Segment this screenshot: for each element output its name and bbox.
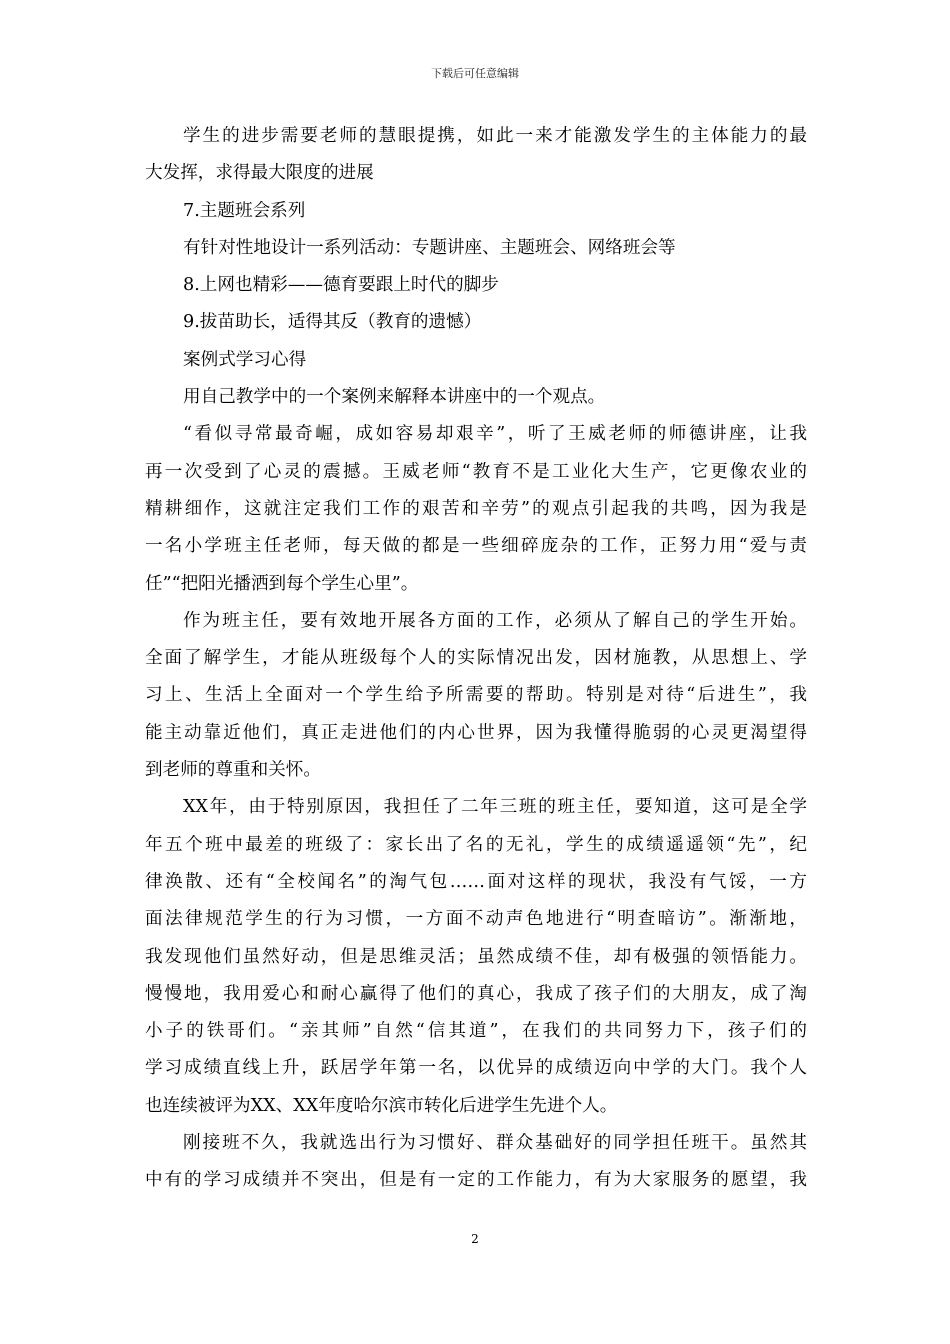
text-line: 刚接班不久，我就选出行为习惯好、群众基础好的同学担任班干。虽然其 [183,1133,807,1154]
text-line: 再一次受到了心灵的震撼。王威老师“教育不是工业化大生产，它更像农业的 [145,461,807,482]
text-line: 中有的学习成绩并不突出，但是有一定的工作能力，有为大家服务的愿望，我 [145,1170,807,1191]
text-line: 面法律规范学生的行为习惯，一方面不动声色地进行“明查暗访”。渐渐地， [145,909,807,930]
text-line: 也连续被评为XX、XX年度哈尔滨市转化后进学生先进个人。 [145,1095,618,1116]
text-line: 一名小学班主任老师，每天做的都是一些细碎庞杂的工作，正努力用“爱与责 [145,536,807,557]
text-line: 习上、生活上全面对一个学生给予所需要的帮助。特别是对待“后进生”，我 [145,685,807,706]
text-line: 慢慢地，我用爱心和耐心赢得了他们的真心，我成了孩子们的大朋友，成了淘 [145,983,807,1004]
text-line: 学生的进步需要老师的慧眼提携，如此一来才能激发学生的主体能力的最 [183,126,807,146]
text-line: 我发现他们虽然好动，但是思维灵活；虽然成绩不佳，却有极强的领悟能力。 [145,946,807,967]
page-header: 下载后可任意编辑 [431,67,519,80]
text-line: 律涣散、还有“全校闻名”的淘气包……面对这样的现状，我没有气馁，一方 [145,871,807,892]
text-line: 能主动靠近他们，真正走进他们的内心世界，因为我懂得脆弱的心灵更渴望得 [145,722,807,743]
text-line: 9.拔苗助长，适得其反（教育的遗憾） [183,312,482,333]
text-line: 到老师的尊重和关怀。 [145,760,321,781]
text-line: 年五个班中最差的班级了：家长出了名的无礼，学生的成绩遥遥领“先”，纪 [145,834,807,855]
page-number: 2 [471,1232,479,1246]
text-line: 7.主题班会系列 [183,200,306,221]
text-line: 作为班主任，要有效地开展各方面的工作，必须从了解自己的学生开始。 [183,610,807,631]
text-line: 全面了解学生，才能从班级每个人的实际情况出发，因材施教，从思想上、学 [145,648,807,669]
text-line: 有针对性地设计一系列活动：专题讲座、主题班会、网络班会等 [183,237,676,258]
text-line: 8.上网也精彩——德育要跟上时代的脚步 [183,275,499,296]
text-line: “看似寻常最奇崛，成如容易却艰辛”，听了王威老师的师德讲座，让我 [183,424,807,445]
text-line: 用自己教学中的一个案例来解释本讲座中的一个观点。 [183,387,606,408]
text-line: 案例式学习心得 [183,349,307,370]
text-line: 小子的铁哥们。“亲其师”自然“信其道”，在我们的共同努力下，孩子们的 [145,1021,807,1042]
text-line: 精耕细作，这就注定我们工作的艰苦和辛劳”的观点引起我的共鸣，因为我是 [145,498,807,519]
text-line: 学习成绩直线上升，跃居学年第一名，以优异的成绩迈向中学的大门。我个人 [145,1058,807,1079]
text-line: 任”“把阳光播洒到每个学生心里”。 [145,573,419,594]
text-line: 大发挥，求得最大限度的进展 [145,163,374,184]
document-body [145,118,807,1200]
text-line: XX年，由于特别原因，我担任了二年三班的班主任，要知道，这可是全学 [183,797,807,818]
